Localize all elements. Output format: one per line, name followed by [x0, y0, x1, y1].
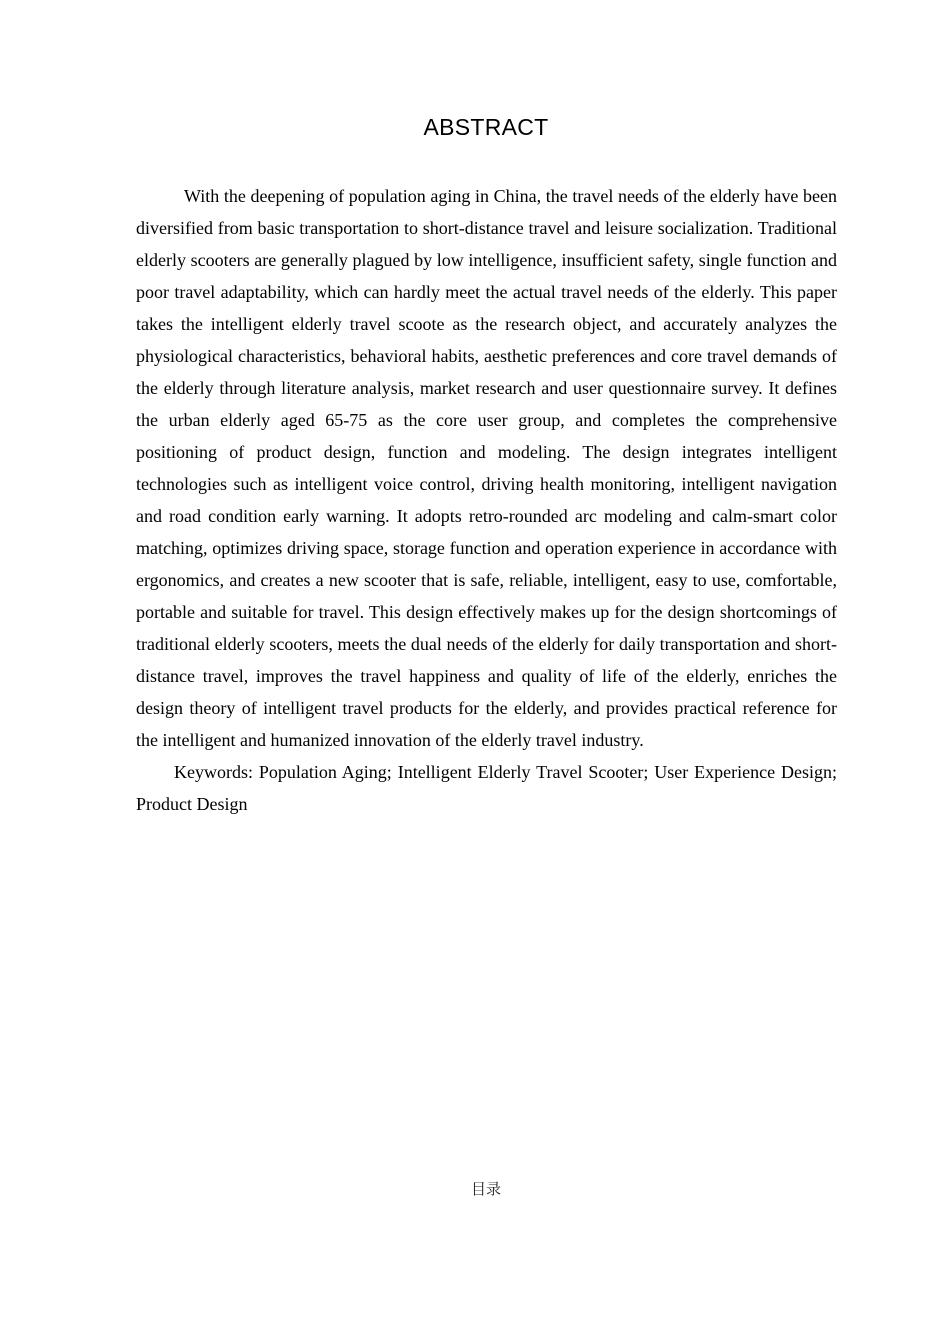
abstract-paragraph: With the deepening of population aging in China, the travel needs of the elderly have been diversified from basic transportation to short-distance travel and leisure socialization. Traditional elderly scooters are generally plagued by low intelligence, insufficient safety, single function and poor travel adaptability, which can hardly meet the actual travel needs of the elderly. This paper takes the intelligent elderly travel scoote as the research object, and accurately analyzes the physiological characteristics, behavioral habits, aesthetic preferences and core travel demands of the elderly through literature analysis, market research and user questionnaire survey. It defines the urban elderly aged 65-75 as the core user group, and completes the comprehensive positioning of product design, function and modeling. The design integrates intelligent technologies such as intelligent voice control, driving health monitoring, intelligent navigation and road condition early warning. It adopts retro-rounded arc modeling and calm-smart color matching, optimizes driving space, storage function and operation experience in accordance with ergonomics, and creates a new scooter that is safe, reliable, intelligent, easy to use, comfortable, portable and suitable for travel. This design effectively makes up for the design shortcomings of traditional elderly scooters, meets the dual needs of the elderly for daily transportation and short-distance travel, improves the travel happiness and quality of life of the elderly, enriches the design theory of intelligent travel products for the elderly, and provides practical reference for the intelligent and humanized innovation of the elderly travel industry. [136, 186, 837, 750]
keywords-paragraph: Keywords: Population Aging; Intelligent Elderly Travel Scooter; User Experience Design; Product Design [136, 762, 837, 814]
abstract-title: ABSTRACT [423, 114, 549, 140]
abstract-body [136, 180, 837, 820]
page-footer: 目录 [470, 1180, 501, 1198]
